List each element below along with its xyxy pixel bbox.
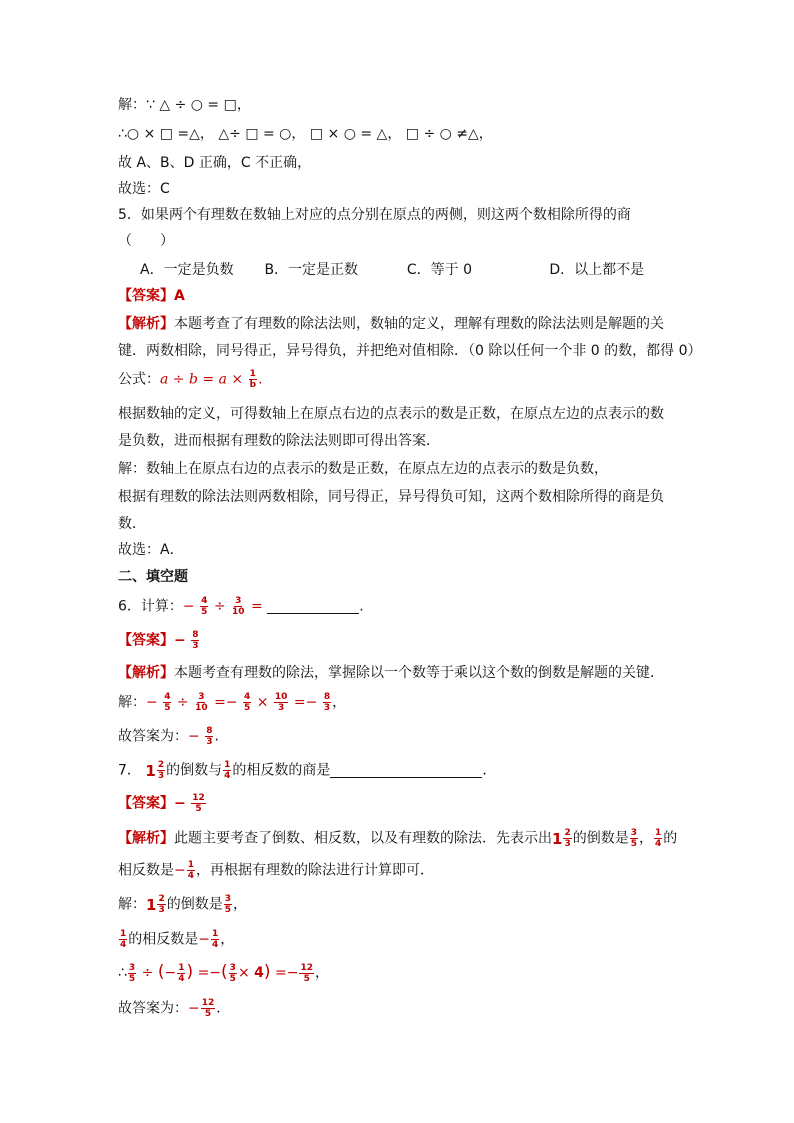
question-6-analysis: 【解析】本题考查有理数的除法，掌握除以一个数等于乘以这个数的倒数是解题的关键.: [118, 665, 655, 681]
solution-line: 故选：C: [118, 181, 170, 197]
solution-line: ∴○ × □ =△， △÷ □ = ○， □ × ○ = △， □ ÷ ○ ≠△，: [118, 126, 493, 142]
option-a: A．一定是负数: [140, 262, 234, 278]
solution-line: ∴ $\frac{3}{5}$ ÷ (− $\frac{1}{4}$ ) =−( $\frac{3}{5}$ × 4) =− $\frac{12}{5}$ ，: [118, 962, 329, 984]
answer-tag: 【答案】: [118, 288, 174, 304]
option-d: D．以上都不是: [549, 262, 645, 278]
question-7-final: 故答案为：− $\frac{12}{5}$ ．: [118, 998, 231, 1019]
analysis-line: 相反数是− $\frac{1}{4}$ ，再根据有理数的除法进行计算即可．: [118, 860, 434, 881]
answer-blank: [330, 763, 482, 778]
question-6-solution: 解：− $\frac{4}{5}$ ÷ $\frac{3}{10}$ =− $\frac{4}{5}$ × $\frac{10}{3}$ =− $\frac{8}{3}$ ，: [118, 692, 347, 713]
question-5-options: [140, 260, 644, 280]
solution-line: 数．: [118, 516, 146, 532]
formula-line: 公式：a ÷ b = a × $\frac{1}{b}$ .: [118, 369, 263, 390]
analysis-text: 本题考查了有理数的除法法则，数轴的定义，理解有理数的除法法则是解题的关: [174, 316, 664, 332]
solution-line: 根据有理数的除法法则两数相除，同号得正，异号得负可知，这两个数相除所得的商是负: [118, 489, 664, 505]
solution-line: 解：∵ △ ÷ ○ = □，: [118, 97, 251, 113]
mixed-number: 1 2 3: [145, 760, 165, 781]
analysis-line: 根据数轴的定义，可得数轴上在原点右边的点表示的数是正数，在原点左边的点表示的数: [118, 406, 664, 422]
question-7-analysis: 【解析】此题主要考查了倒数、相反数，以及有理数的除法．先表示出 1 2 3 的倒数是 $\frac{3}{5}$ ， $\frac{1}{4}$ 的: [118, 828, 678, 849]
solution-line: $\frac{1}{4}$ 的相反数是− $\frac{1}{4}$ ，: [120, 929, 235, 950]
formula-label: 公式：: [118, 371, 160, 388]
section-title: 二、填空题: [118, 569, 188, 585]
question-5-stem: 5．如果两个有理数在数轴上对应的点分别在原点的两侧，则这两个数相除所得的商: [118, 207, 631, 223]
analysis-tag: 【解析】: [118, 316, 174, 332]
question-6-answer: 【答案】− $\frac{8}{3}$: [118, 630, 199, 651]
question-7-stem: 7． 1 2 3 的倒数与 $\frac{1}{4}$ 的相反数的商是 ．: [118, 760, 497, 781]
fraction: $\frac{1}{b}$: [249, 369, 257, 390]
analysis-line: 键．两数相除，同号得正，异号得负，并把绝对值相除．（0 除以任何一个非 0 的数，都得 0）: [118, 343, 702, 359]
solution-line: 解：数轴上在原点右边的点表示的数是正数，在原点左边的点表示的数是负数，: [118, 461, 608, 477]
formula: a ÷ b = a ×: [160, 371, 244, 388]
answer-blank: [267, 599, 359, 614]
question-5-paren: （ ）: [118, 233, 174, 249]
question-6-final: 故答案为：− $\frac{8}{3}$ .: [118, 726, 219, 747]
option-b: B．一定是正数: [264, 262, 359, 278]
question-6-stem: 6．计算：− $\frac{4}{5}$ ÷ $\frac{3}{10}$ = .: [118, 596, 364, 617]
answer-value: A: [174, 288, 185, 304]
question-7-answer: 【答案】− $\frac{12}{5}$: [118, 793, 205, 814]
option-c: C．等于 0: [406, 262, 473, 278]
solution-line: 故 A、B、D 正确，C 不正确，: [118, 155, 312, 171]
question-5-answer: [118, 286, 185, 306]
solution-line: 解： 1 2 3 的倒数是 $\frac{3}{5}$ ，: [118, 894, 247, 915]
question-5-analysis: [118, 314, 664, 334]
choose-line: 故选：A．: [118, 542, 184, 558]
analysis-line: 是负数，进而根据有理数的除法法则即可得出答案．: [118, 433, 440, 449]
